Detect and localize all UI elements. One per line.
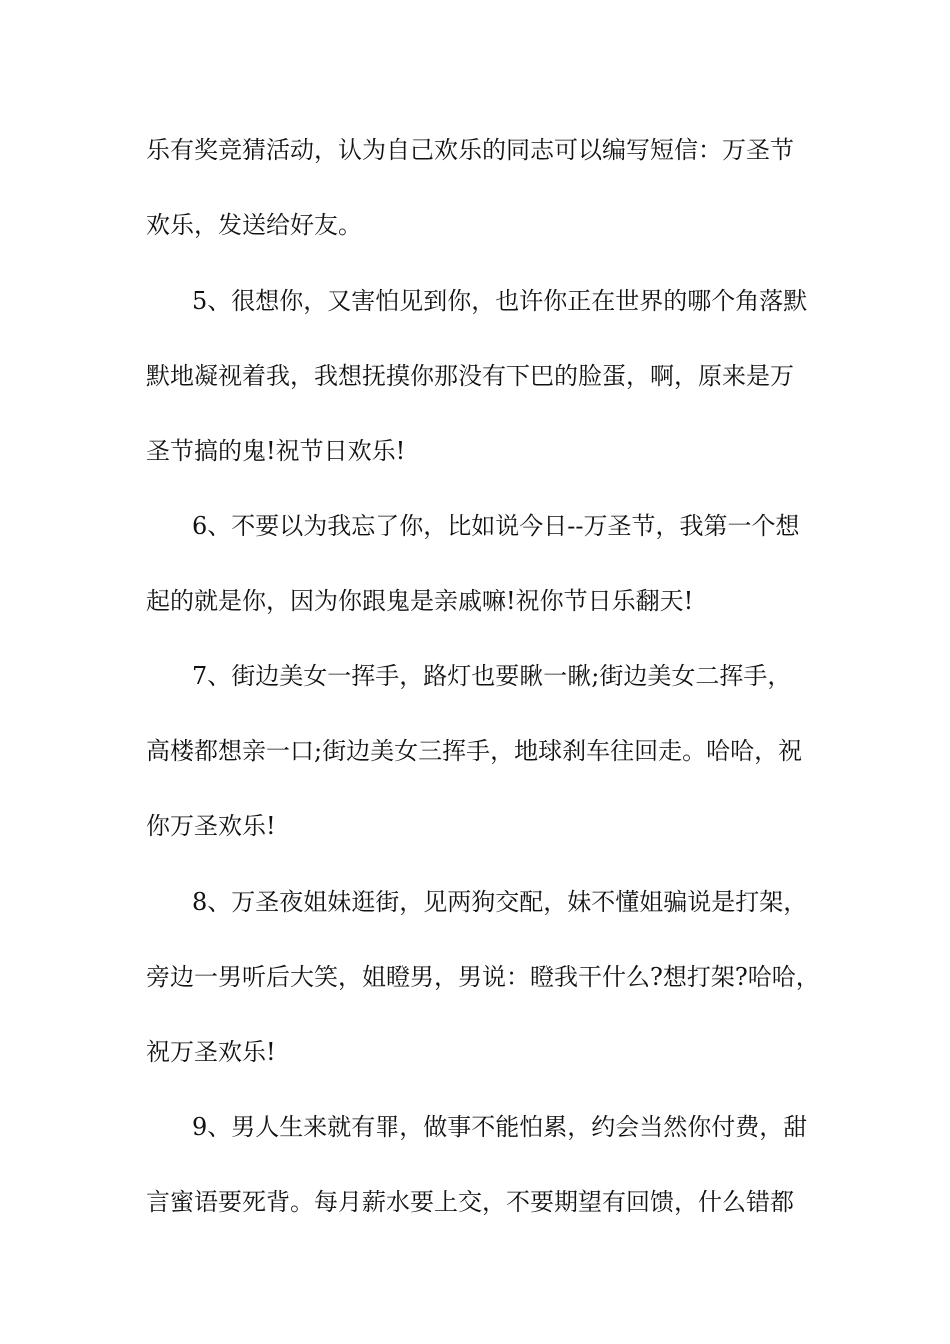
paragraph-line-item-6: 6、不要以为我忘了你，比如说今日--万圣节，我第一个想: [192, 512, 800, 540]
paragraph-line: 起的就是你，因为你跟鬼是亲戚嘛!祝你节日乐翻天!: [146, 587, 694, 615]
paragraph-line-item-7: 7、街边美女一挥手，路灯也要瞅一瞅;街边美女二挥手，: [192, 662, 792, 690]
paragraph-line: 你万圣欢乐!: [146, 812, 276, 840]
paragraph-line-item-9: 9、男人生来就有罪，做事不能怕累，约会当然你付费，甜: [192, 1113, 808, 1141]
paragraph-line: 乐有奖竞猜活动，认为自己欢乐的同志可以编写短信：万圣节: [146, 136, 794, 164]
paragraph-line: 祝万圣欢乐!: [146, 1038, 276, 1066]
paragraph-line-item-8: 8、万圣夜姐妹逛街，见两狗交配，妹不懂姐骗说是打架，: [192, 888, 808, 916]
paragraph-line-item-5: 5、很想你，又害怕见到你，也许你正在世界的哪个角落默: [192, 287, 808, 315]
paragraph-line: 圣节搞的鬼!祝节日欢乐!: [146, 437, 406, 465]
paragraph-line: 旁边一男听后大笑，姐瞪男，男说：瞪我干什么?想打架?哈哈，: [146, 963, 820, 991]
paragraph-line: 高楼都想亲一口;街边美女三挥手，地球刹车往回走。哈哈，祝: [146, 737, 803, 765]
paragraph-line: 欢乐，发送给好友。: [146, 211, 362, 239]
paragraph-line: 言蜜语要死背。每月薪水要上交，不要期望有回馈，什么错都: [146, 1188, 794, 1216]
paragraph-line: 默地凝视着我，我想抚摸你那没有下巴的脸蛋，啊，原来是万: [146, 362, 794, 390]
